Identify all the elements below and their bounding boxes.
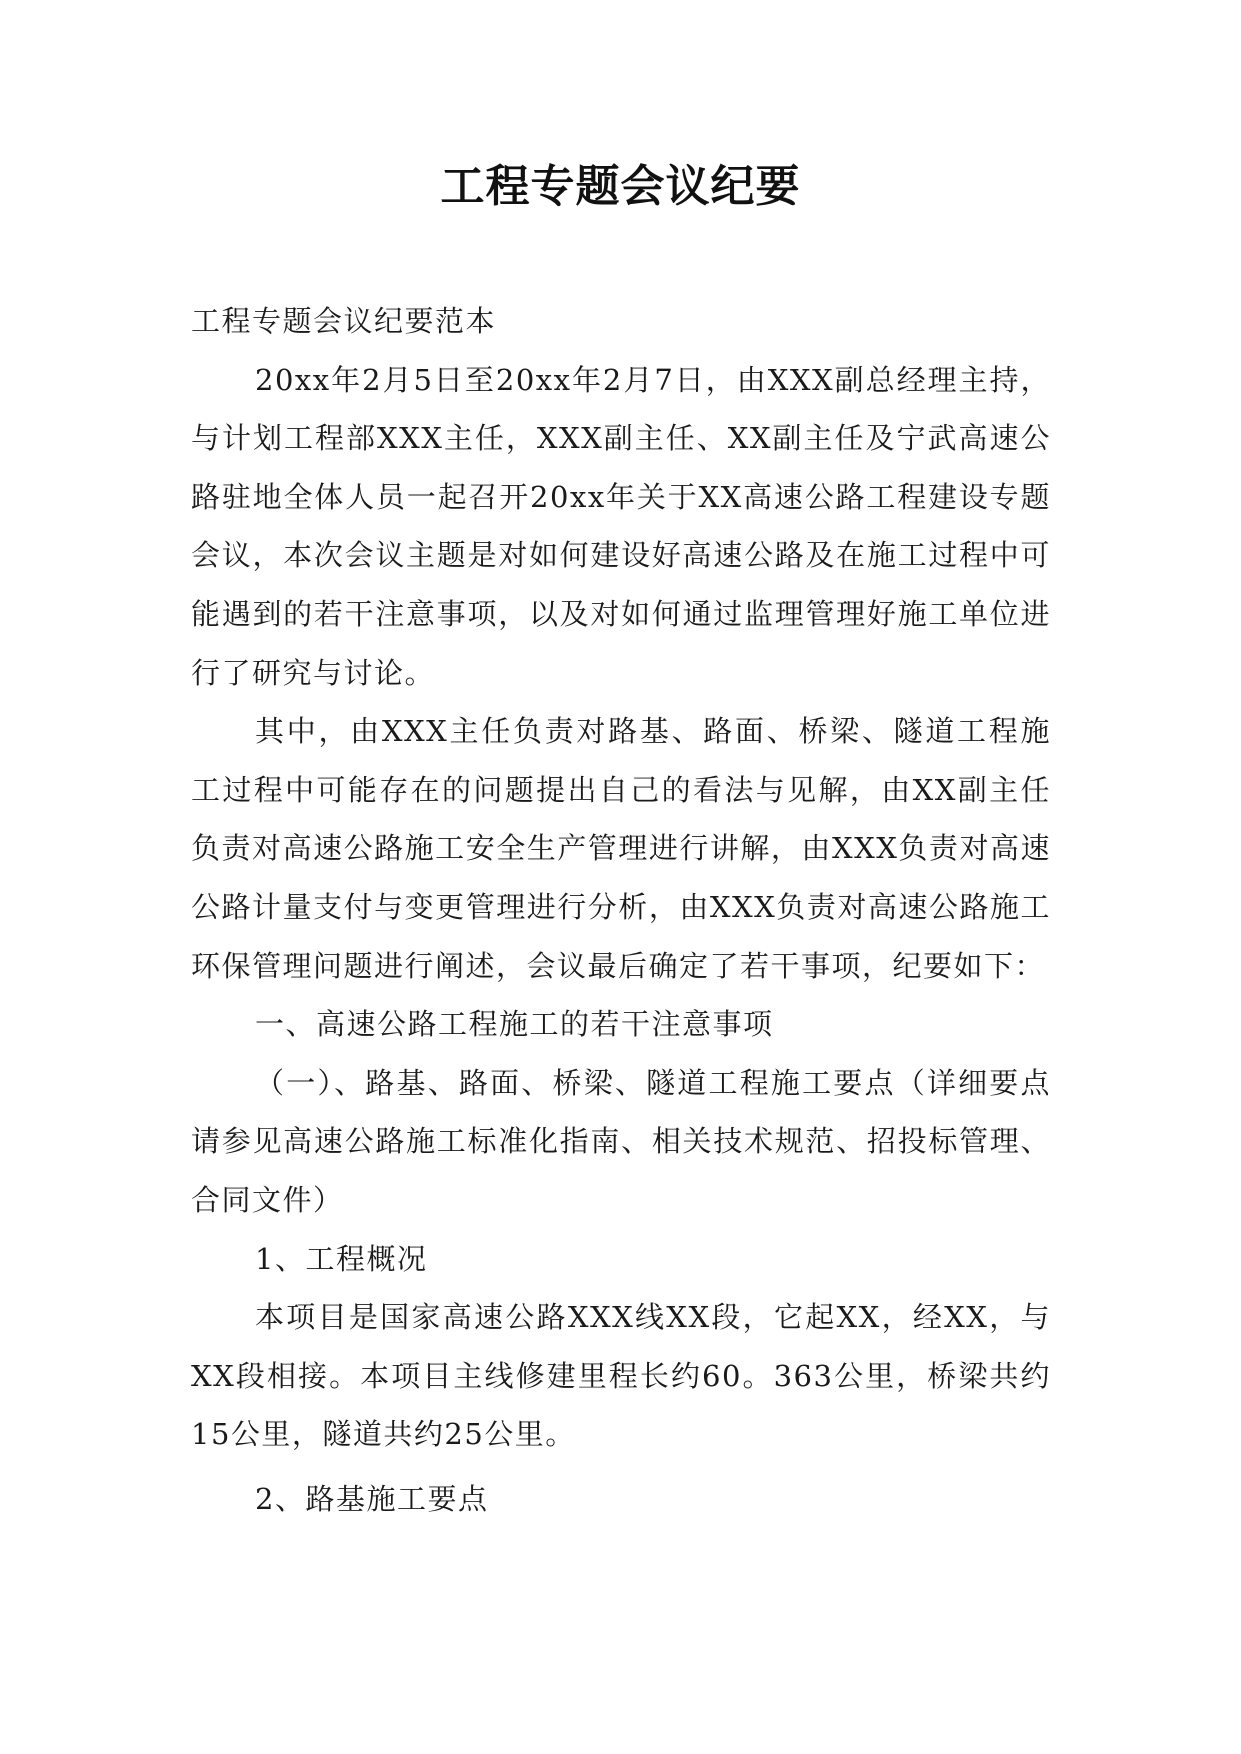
section-heading-1: 一、高速公路工程施工的若干注意事项	[255, 1007, 774, 1042]
meeting-intro-paragraph: 20xx年2月5日至20xx年2月7日，由XXX副总经理主持，与计划工程部XXX主任，XXX副主任、XX副主任及宁武高速公路驻地全体人员一起召开20xx年关于XX高速公路工程建设专题会议，本次会议主题是对如何建设好高速公路及在施工过程中可能遇到的若干注意事项，以及对如何通过监理管理好施工单位进行了研究与讨论。	[191, 362, 1051, 690]
subsection-heading-1: （一）、路基、路面、桥梁、隧道工程施工要点（详细要点请参见高速公路施工标准化指南、相关技术规范、招投标管理、合同文件）	[191, 1065, 1051, 1217]
document-body	[191, 292, 1051, 1528]
project-overview-paragraph: 本项目是国家高速公路XXX线XX段，它起XX，经XX，与XX段相接。本项目主线修建里程长约60。363公里，桥梁共约15公里，隧道共约25公里。	[191, 1300, 1051, 1452]
subtitle-paragraph: 工程专题会议纪要范本	[191, 304, 497, 338]
document-title: 工程专题会议纪要	[440, 161, 801, 212]
item-heading-subgrade: 2、路基施工要点	[255, 1481, 489, 1516]
responsibilities-paragraph: 其中，由XXX主任负责对路基、路面、桥梁、隧道工程施工过程中可能存在的问题提出自己的看法与见解，由XX副主任负责对高速公路施工安全生产管理进行讲解，由XXX负责对高速公路计量支付与变更管理进行分析，由XXX负责对高速公路施工环保管理问题进行阐述，会议最后确定了若干事项，纪要如下：	[191, 714, 1051, 983]
item-heading-project-overview: 1、工程概况	[255, 1241, 428, 1276]
